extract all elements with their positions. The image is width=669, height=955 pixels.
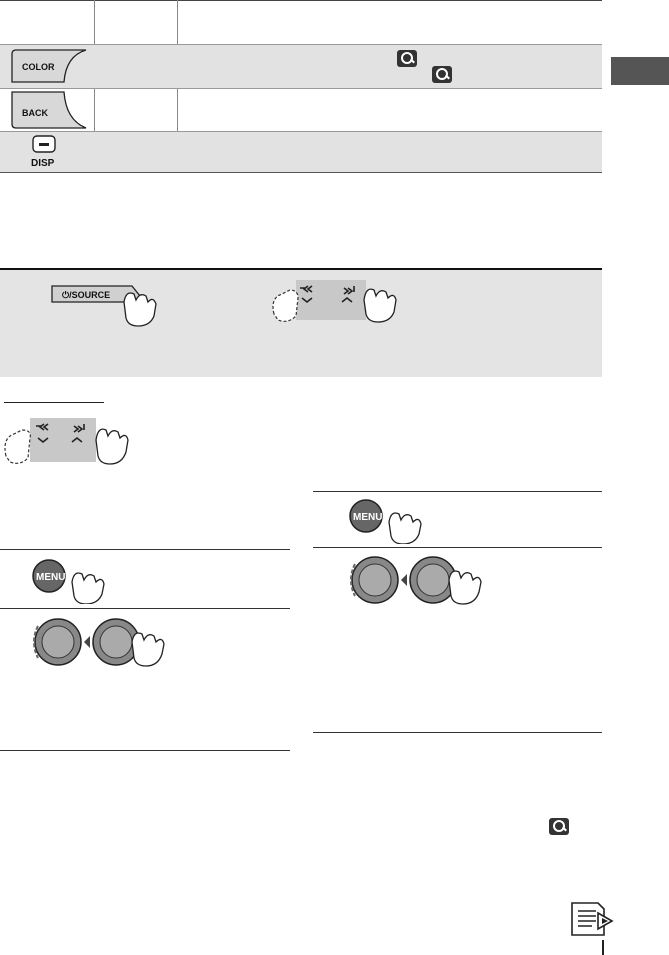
section-tab <box>611 57 669 85</box>
reference-magnifier-icon <box>549 818 569 835</box>
source-button-label: ⏻/SOURCE <box>62 290 111 300</box>
table-row-color <box>0 44 602 88</box>
table-top-rule <box>0 0 602 1</box>
skip-buttons-icon <box>268 276 408 326</box>
table-row-disp <box>0 131 602 172</box>
menu-button-label-left: MENU <box>36 572 66 583</box>
back-knob-button-icon <box>10 90 88 130</box>
back-button-label: BACK <box>22 108 48 118</box>
step-rule <box>0 549 290 550</box>
step-rule <box>0 608 290 609</box>
section-heading-rule <box>4 402 104 403</box>
control-dial-turn-icon-right <box>345 550 495 610</box>
step-rule <box>313 732 602 733</box>
source-button-icon <box>40 280 160 330</box>
skip-buttons-icon-small <box>0 412 140 468</box>
table-rule <box>0 88 602 89</box>
table-bottom-rule <box>0 172 602 173</box>
table-rule <box>0 44 602 45</box>
menu-button-icon-left <box>32 554 122 604</box>
continued-next-page-icon <box>568 901 616 937</box>
reference-magnifier-icon <box>432 66 452 83</box>
color-knob-button-icon <box>10 48 88 84</box>
disp-button-label: DISP <box>31 158 55 169</box>
table-rule <box>0 131 602 132</box>
reference-magnifier-icon <box>397 50 417 67</box>
color-button-label: COLOR <box>22 62 55 72</box>
disp-button-icon <box>28 134 68 170</box>
step-rule <box>0 750 290 751</box>
page-edge-bar <box>602 940 604 955</box>
menu-button-icon-right <box>349 494 439 544</box>
menu-button-label-right: MENU <box>353 512 383 523</box>
step-rule <box>313 547 602 548</box>
step-rule <box>313 491 602 492</box>
control-dial-turn-icon-left <box>28 612 178 672</box>
